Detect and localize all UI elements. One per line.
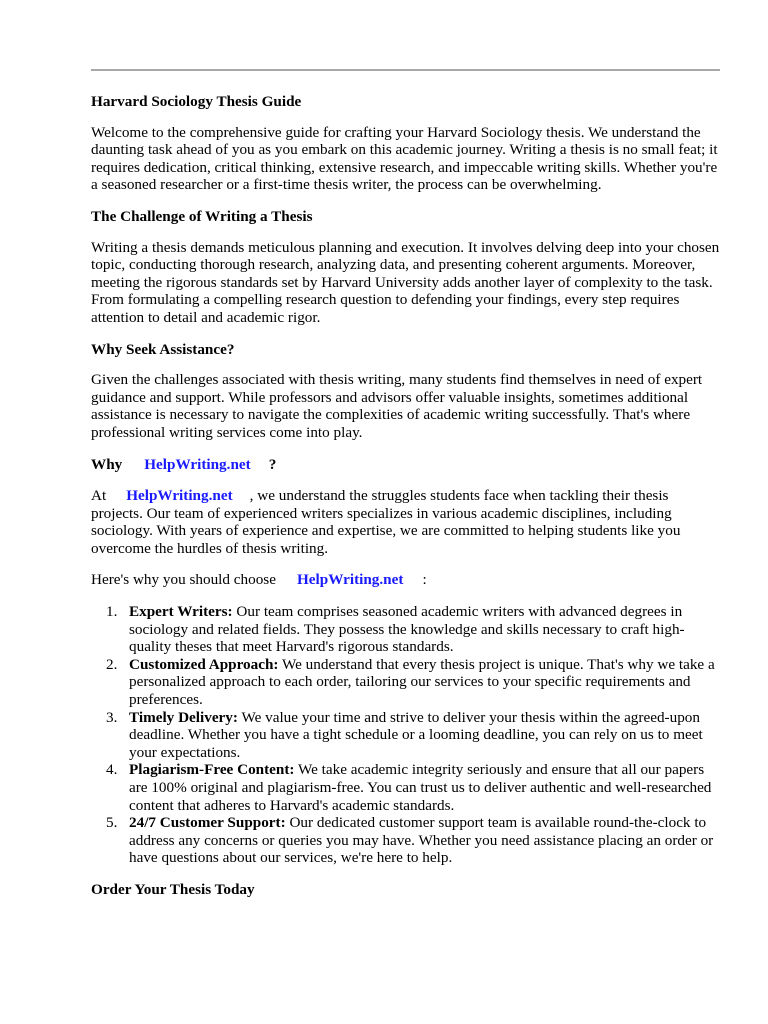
about-text: , we understand the struggles students face when tackling their thesis projects. Our team of experienced writers specializes in various academic disciplines, including sociology. With years of experience and expertise, we are committed to helping students like you overcome the hurdles of thesis writing. — [91, 487, 681, 557]
list-number: 5. — [106, 814, 118, 832]
order-heading: Order Your Thesis Today — [91, 880, 255, 898]
why-suffix: ? — [268, 455, 277, 473]
helpwriting-link[interactable]: HelpWriting.net — [296, 571, 404, 589]
intro-paragraph: Welcome to the comprehensive guide for crafting your Harvard Sociology thesis. We understand the daunting task ahead of you as you embark on this academic journey. Writing a thesis is no small feat; it requires dedication, critical thinking, extensive research, and impeccable writing skills. Whether you're a seasoned researcher or a first-time thesis writer, the process can be overwhelming. — [91, 123, 718, 194]
list-item — [106, 814, 723, 867]
top-divider — [91, 69, 720, 71]
list-number: 2. — [106, 655, 118, 673]
list-item-title: Plagiarism-Free Content: — [129, 761, 295, 779]
assistance-paragraph: Given the challenges associated with thesis writing, many students find themselves in need of expert guidance and support. While professors and advisors offer valuable insights, sometimes additional assistance is necessary to navigate the complexities of academic writing successfully. That's where professional writing services come into play. — [91, 371, 703, 441]
choose-prefix: Here's why you should choose — [91, 571, 276, 589]
choose-line — [91, 571, 723, 589]
list-number: 4. — [106, 761, 118, 779]
list-item-title: Customized Approach: — [129, 655, 279, 673]
about-paragraph — [91, 487, 723, 557]
list-item — [106, 655, 723, 709]
list-item-title: Expert Writers: — [129, 603, 233, 621]
list-item-title: 24/7 Customer Support: — [129, 814, 286, 832]
why-prefix: Why — [91, 455, 123, 473]
list-item-text: We understand that every thesis project is unique. That's why we take a personalized approach to each order, tailoring our services to your specific requirements and preferences. — [129, 655, 715, 709]
list-item — [106, 708, 723, 762]
list-item-text: Our dedicated customer support team is available round-the-clock to address any concerns or queries you may have. Whether you need assistance placing an order or have questions about our services, we're here to help. — [129, 814, 714, 867]
choose-suffix: : — [422, 571, 427, 589]
list-item-text: Our team comprises seasoned academic writers with advanced degrees in sociology and related fields. They possess the knowledge and skills necessary to craft high-quality theses that meet Harvard's rigorous standards. — [129, 603, 685, 656]
list-number: 3. — [106, 708, 118, 726]
challenge-heading: The Challenge of Writing a Thesis — [91, 207, 313, 225]
list-number: 1. — [106, 603, 118, 621]
page-title: Harvard Sociology Thesis Guide — [91, 93, 302, 110]
document-body — [91, 93, 723, 899]
helpwriting-link[interactable]: HelpWriting.net — [144, 455, 251, 473]
list-item-title: Timely Delivery: — [129, 708, 238, 726]
challenge-paragraph: Writing a thesis demands meticulous planning and execution. It involves delving deep into your chosen topic, conducting thorough research, analyzing data, and presenting coherent arguments. Moreover, meeting the rigorous standards set by Harvard University adds another layer of complexity to the task. From formulating a compelling research question to defending your findings, every step requires attention to detail and academic rigor. — [91, 238, 720, 326]
why-heading — [91, 456, 723, 474]
list-item-text: We value your time and strive to deliver your thesis within the agreed-upon deadline. Whether you have a tight schedule or a looming deadline, you can rely on us to meet your expectations. — [129, 708, 703, 761]
reasons-list-wrap — [91, 603, 723, 867]
list-item — [106, 761, 723, 814]
list-item-text: We take academic integrity seriously and ensure that all our papers are 100% original and plagiarism-free. You can trust us to deliver authentic and well-researched content that adheres to Harvard's academic standards. — [129, 761, 712, 814]
helpwriting-link[interactable]: HelpWriting.net — [126, 487, 233, 505]
reasons-list — [91, 603, 723, 867]
at-prefix: At — [91, 487, 107, 505]
assistance-heading: Why Seek Assistance? — [91, 340, 235, 358]
list-item — [106, 603, 723, 656]
